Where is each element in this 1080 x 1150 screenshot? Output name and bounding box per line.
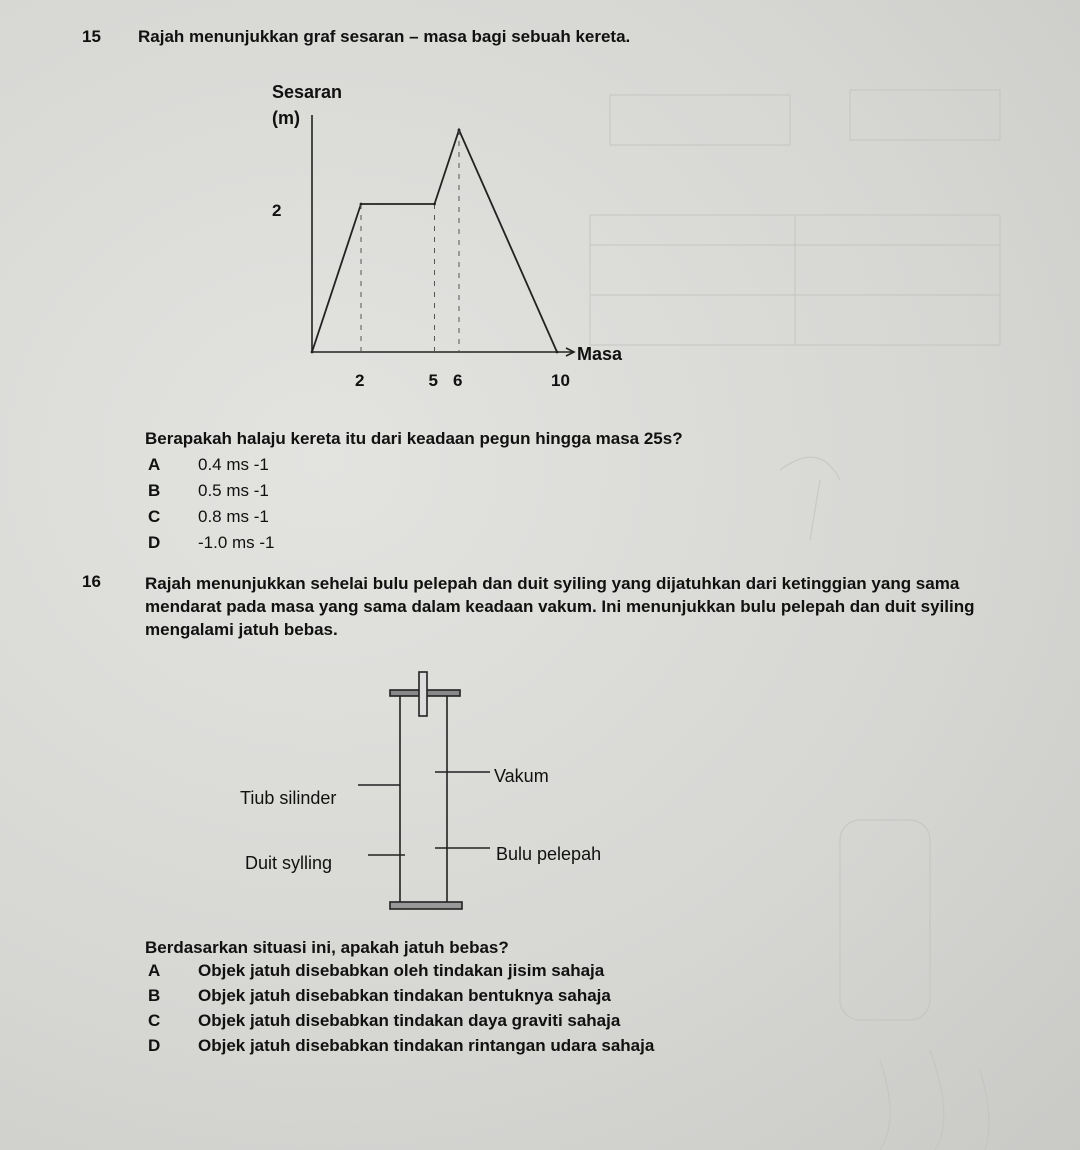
question-15-number: 15 (82, 27, 101, 46)
question-15-question: Berapakah halaju kereta itu dari keadaan pegun hingga masa 25s? (145, 429, 683, 448)
option-q16-d[interactable] (148, 1036, 654, 1056)
label-vacuum: Vakum (494, 766, 549, 786)
label-feather: Bulu pelepah (496, 844, 602, 864)
option-letter: A (148, 455, 161, 474)
option-text: 0.5 ms -1 (198, 481, 269, 500)
question-16-number: 16 (82, 572, 101, 591)
option-letter: B (148, 481, 161, 500)
label-tube: Tiub silinder (240, 788, 337, 808)
option-letter: A (148, 961, 161, 980)
question-16-question: Berdasarkan situasi ini, apakah jatuh bebas? (145, 938, 509, 957)
option-text: 0.4 ms -1 (198, 455, 269, 474)
option-text: Objek jatuh disebabkan tindakan bentuknya sahaja (198, 986, 611, 1005)
tube-base (390, 902, 462, 909)
x-tick-label: 5 (428, 371, 438, 390)
option-q16-b[interactable] (148, 986, 611, 1006)
question-16-stem: Rajah menunjukkan sehelai bulu pelepah dan duit syiling yang dijatuhkan dari ketinggian yang sama mendarat pada masa yang sama dalam keadaan vakum. Ini menunjukkan bulu pelepah dan duit syiling mengalami jatuh bebas. (145, 574, 975, 639)
x-tick-label: 10 (551, 371, 570, 390)
option-text: Objek jatuh disebabkan oleh tindakan jisim sahaja (198, 961, 605, 980)
question-15-stem: Rajah menunjukkan graf sesaran – masa bagi sebuah kereta. (138, 27, 631, 46)
tube-valve (419, 672, 427, 716)
label-coin: Duit sylling (245, 853, 333, 873)
y-axis-label: Sesaran (272, 82, 343, 102)
option-q16-c[interactable] (148, 1011, 620, 1031)
x-tick-label: 6 (453, 371, 463, 390)
option-letter: C (148, 1011, 161, 1030)
option-letter: C (148, 507, 161, 526)
option-text: Objek jatuh disebabkan tindakan daya graviti sahaja (198, 1011, 621, 1030)
y-tick-label: 2 (272, 201, 282, 220)
x-axis-label: Masa (577, 344, 623, 364)
option-text: -1.0 ms -1 (198, 533, 275, 552)
y-axis-unit: (m) (272, 108, 300, 128)
option-q16-a[interactable] (148, 961, 604, 981)
option-letter: D (148, 533, 161, 552)
x-tick-label: 2 (355, 371, 365, 390)
option-text: Objek jatuh disebabkan tindakan rintangan udara sahaja (198, 1036, 655, 1055)
option-letter: B (148, 986, 161, 1005)
option-letter: D (148, 1036, 161, 1055)
option-text: 0.8 ms -1 (198, 507, 269, 526)
